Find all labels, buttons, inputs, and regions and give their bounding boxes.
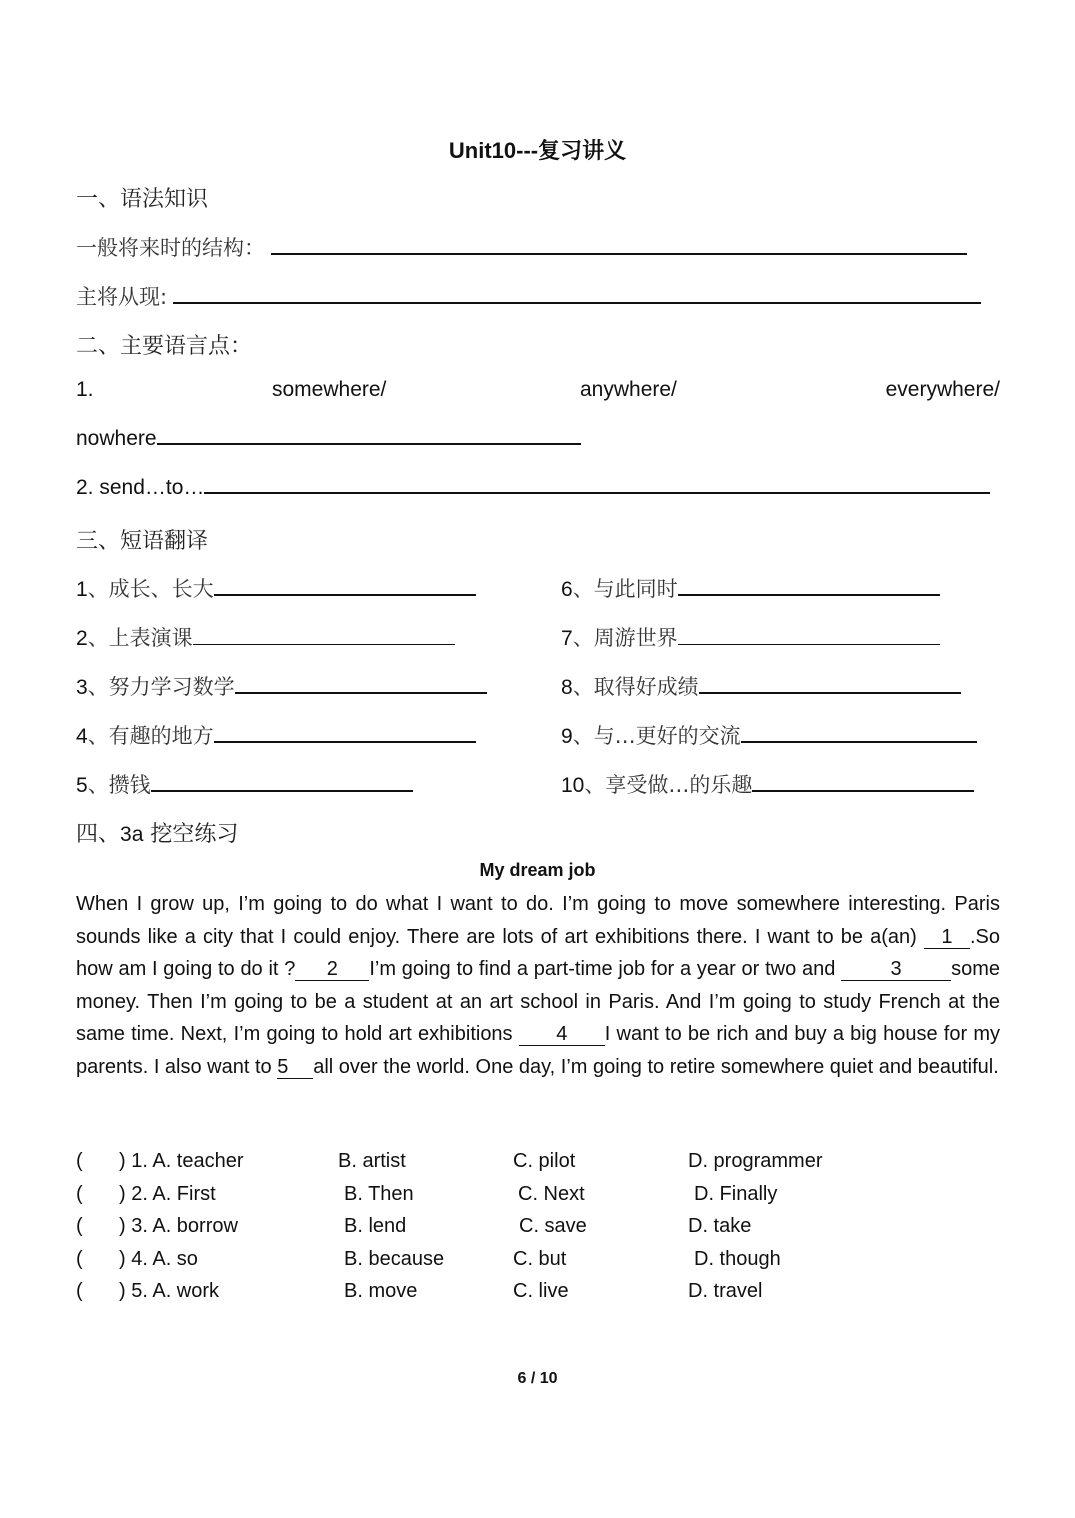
- answer-blank[interactable]: [173, 301, 981, 304]
- item-number: 1.: [76, 378, 94, 401]
- phrase-number: 5: [76, 774, 88, 797]
- page-number: 6 / 10: [517, 1370, 558, 1387]
- answer-paren[interactable]: (: [76, 1150, 83, 1172]
- phrase-text: 、周游世界: [572, 626, 678, 650]
- phrase-item: [76, 622, 455, 652]
- answer-blank[interactable]: [678, 593, 940, 596]
- section-4-heading: [76, 817, 238, 848]
- passage-text: When I grow up, I’m going to do what I want to do. I’m going to move somewhere interesting. Paris sounds like a city that I could enjoy. There are lots of art exhibitions there. I want to be a(an): [76, 893, 1000, 948]
- story-title: My dream job: [479, 860, 596, 880]
- answer-blank[interactable]: [151, 789, 413, 792]
- phrase-number: 8: [561, 676, 573, 699]
- phrase-number: 4: [76, 725, 88, 748]
- cloze-blank-2[interactable]: 2: [295, 958, 369, 981]
- answer-blank[interactable]: [741, 740, 977, 743]
- grammar-item-label: 主将从现:: [76, 285, 168, 309]
- option-d: D. though: [694, 1248, 781, 1270]
- option-c: C. pilot: [513, 1150, 576, 1172]
- answer-blank[interactable]: [699, 691, 961, 694]
- phrase-text: 、努力学习数学: [87, 675, 235, 699]
- answer-blank[interactable]: [271, 252, 967, 255]
- answer-blank[interactable]: [157, 442, 581, 445]
- answer-blank[interactable]: [752, 789, 974, 792]
- heading-text: 挖空练习: [143, 822, 239, 847]
- section-1-heading: 一、语法知识: [76, 187, 209, 212]
- phrase-text: 、与此同时: [572, 577, 678, 601]
- phrase-item: [76, 769, 413, 799]
- option-c: C. Next: [518, 1183, 585, 1205]
- section-3-heading: 三、短语翻译: [76, 529, 209, 554]
- heading-code: 3a: [120, 823, 144, 846]
- phrase-item: [561, 622, 940, 652]
- cloze-passage: [76, 888, 1000, 1084]
- section-2-heading: 二、主要语言点：: [76, 334, 253, 359]
- phrase-text: 、享受做…的乐趣: [584, 773, 753, 797]
- phrase-number: 10: [561, 774, 585, 797]
- heading-prefix: 四、: [76, 822, 121, 847]
- phrase-text: 、与…更好的交流: [572, 724, 741, 748]
- phrase-number: 1: [76, 578, 88, 601]
- answer-blank[interactable]: [204, 491, 990, 494]
- option-a: ) 1. A. teacher: [119, 1150, 244, 1172]
- passage-text: some money. Then I’m going to be a student at an art school in Paris. And I’m going to study French at the same time. Next, I’m going to hold art exhibitions: [76, 958, 1000, 1046]
- phrase-text: 、有趣的地方: [87, 724, 214, 748]
- phrase-number: 6: [561, 578, 573, 601]
- phrase-number: 3: [76, 676, 88, 699]
- option-d: D. programmer: [688, 1150, 823, 1172]
- option-a: ) 5. A. work: [119, 1280, 220, 1302]
- phrase-item: [561, 671, 961, 701]
- cloze-blank-1[interactable]: 1: [924, 926, 970, 949]
- phrase-item: [561, 573, 940, 603]
- answer-blank[interactable]: [235, 691, 487, 694]
- phrase-number: 9: [561, 725, 573, 748]
- option-b: B. artist: [338, 1150, 406, 1172]
- option-b: B. lend: [344, 1215, 407, 1237]
- phrase-item: [561, 769, 974, 799]
- phrase-text: 、攒钱: [87, 773, 151, 797]
- option-d: D. take: [688, 1215, 752, 1237]
- phrase-item: [561, 720, 977, 750]
- item-label: 2. send…to…: [76, 476, 205, 499]
- cloze-blank-4[interactable]: 4: [519, 1023, 605, 1046]
- word: somewhere/: [272, 378, 387, 401]
- language-point-1-cont: [76, 427, 581, 451]
- grammar-item-label: 一般将来时的结构：: [76, 236, 265, 260]
- option-d: D. Finally: [694, 1183, 778, 1205]
- word: everywhere/: [885, 378, 1000, 401]
- word: anywhere/: [580, 378, 677, 401]
- cloze-blank-3[interactable]: 3: [841, 958, 951, 981]
- passage-text: I’m going to find a part-time job for a year or two and: [369, 958, 842, 981]
- answer-blank[interactable]: [214, 740, 476, 743]
- option-c: C. but: [513, 1248, 567, 1270]
- phrase-number: 2: [76, 627, 88, 650]
- answer-paren[interactable]: (: [76, 1183, 83, 1205]
- answer-paren[interactable]: (: [76, 1215, 83, 1237]
- phrase-item: [76, 720, 476, 750]
- answer-blank[interactable]: [678, 643, 940, 645]
- page-title: Unit10---复习讲义: [448, 138, 627, 163]
- grammar-item-1: [76, 232, 967, 262]
- option-a: ) 2. A. First: [119, 1183, 216, 1205]
- word: nowhere: [76, 427, 157, 450]
- option-a: ) 3. A. borrow: [119, 1215, 238, 1237]
- answer-blank[interactable]: [214, 593, 476, 596]
- answer-blank[interactable]: [193, 643, 455, 645]
- option-a: ) 4. A. so: [119, 1248, 198, 1270]
- phrase-item: [76, 671, 487, 701]
- language-point-2: [76, 476, 990, 500]
- grammar-item-2: [76, 281, 981, 311]
- phrase-text: 、上表演课: [87, 626, 193, 650]
- passage-text: I want to be rich and buy a big house for my parents. I also want to: [76, 1023, 1000, 1078]
- phrase-item: [76, 573, 476, 603]
- option-b: B. because: [344, 1248, 445, 1270]
- cloze-blank-5[interactable]: 5: [277, 1056, 313, 1079]
- option-b: B. move: [344, 1280, 418, 1302]
- option-c: C. save: [519, 1215, 587, 1237]
- passage-text: .So how am I going to do it ?: [76, 925, 1000, 981]
- phrase-number: 7: [561, 627, 573, 650]
- option-c: C. live: [513, 1280, 569, 1302]
- option-b: B. Then: [344, 1183, 414, 1205]
- phrase-text: 、取得好成绩: [572, 675, 699, 699]
- answer-paren[interactable]: (: [76, 1280, 83, 1302]
- option-d: D. travel: [688, 1280, 763, 1302]
- passage-text: all over the world. One day, I’m going to retire somewhere quiet and beautiful.: [313, 1055, 999, 1078]
- phrase-text: 、成长、长大: [87, 577, 214, 601]
- answer-paren[interactable]: (: [76, 1248, 83, 1270]
